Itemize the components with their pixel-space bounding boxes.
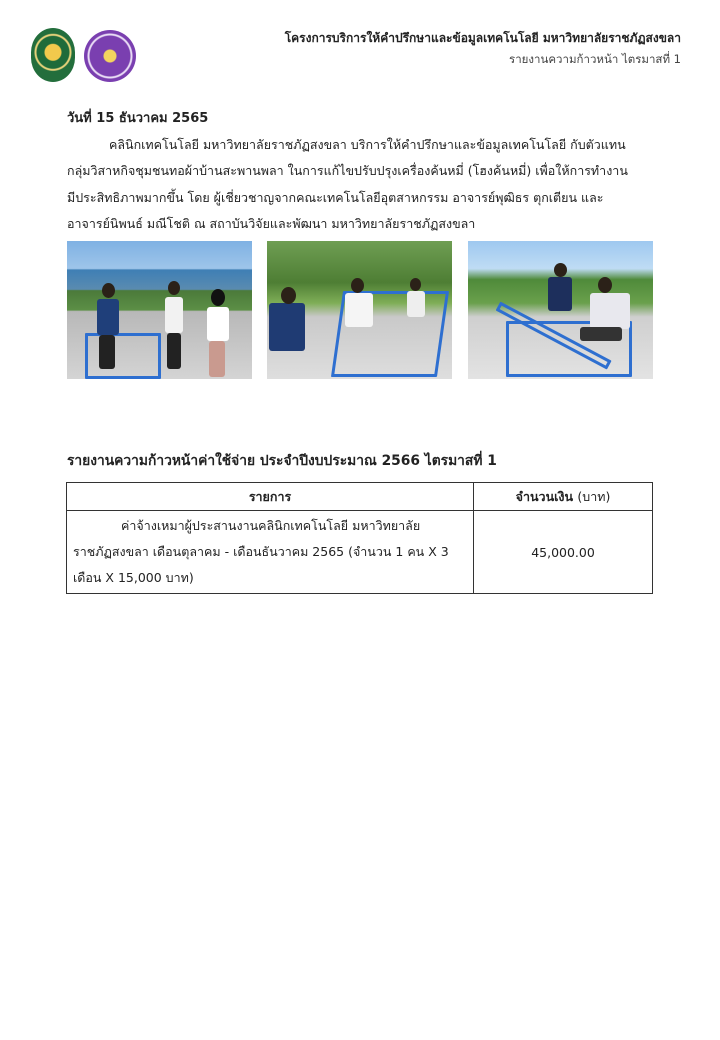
- activity-photo-1: [67, 241, 252, 379]
- expense-item-description: ค่าจ้างเหมาผู้ประสานงานคลินิกเทคโนโลยี มหาวิทยาลัย ราชภัฏสงขลา เดือนตุลาคม - เดือนธันวาคม 2565 (จำนวน 1 คน X 3 เดือน X 15,000 บาท): [67, 511, 474, 594]
- report-date: วันที่ 15 ธันวาคม 2565: [67, 111, 209, 126]
- amount-unit: (บาท): [577, 488, 611, 504]
- paragraph-line: อาจารย์นิพนธ์ มณีโชติ ณ สถาบันวิจัยและพัฒนา มหาวิทยาลัยราชภัฏสงขลา: [67, 215, 476, 231]
- university-seal-logo: [31, 28, 75, 82]
- table-header-row: [67, 483, 653, 511]
- person: [590, 293, 630, 329]
- paragraph-line: กลุ่มวิสาหกิจชุมชนทอผ้าบ้านสะพานพลา ในการแก้ไขปรับปรุงเครื่องค้นหมี่ (โฮงค้นหมี่) เพื่อให้การทำงาน: [67, 163, 628, 179]
- project-title: โครงการบริการให้คำปรึกษาและข้อมูลเทคโนโลยี มหาวิทยาลัยราชภัฏสงขลา: [284, 31, 681, 45]
- expense-amount: 45,000.00: [474, 511, 653, 594]
- person: [97, 299, 119, 335]
- activity-photo-3: [468, 241, 653, 379]
- activity-paragraph: [67, 132, 652, 237]
- person: [548, 277, 572, 311]
- person: [269, 303, 305, 351]
- person: [345, 293, 373, 327]
- person: [407, 291, 425, 317]
- weaving-frame: [85, 333, 161, 379]
- person: [207, 307, 229, 341]
- table-row: [67, 511, 653, 594]
- paragraph-line: คลินิกเทคโนโลยี มหาวิทยาลัยราชภัฏสงขลา บริการให้คำปรึกษาและข้อมูลเทคโนโลยี กับตัวแทน: [109, 137, 626, 152]
- expense-table: [66, 482, 653, 594]
- expense-report-title: รายงานความก้าวหน้าค่าใช้จ่าย ประจำปีงบประมาณ 2566 ไตรมาสที่ 1: [67, 453, 497, 469]
- institute-logo: [84, 30, 136, 82]
- activity-photo-2: [267, 241, 452, 379]
- column-header-amount: จำนวนเงิน (บาท): [474, 483, 653, 511]
- person: [165, 297, 183, 333]
- paragraph-line: มีประสิทธิภาพมากขึ้น โดย ผู้เชี่ยวชาญจากคณะเทคโนโลยีอุตสาหกรรม อาจารย์พุฒิธร ตุกเตียน และ: [67, 189, 604, 205]
- column-header-item: รายการ: [67, 483, 474, 511]
- report-subtitle: รายงานความก้าวหน้า ไตรมาสที่ 1: [509, 52, 681, 66]
